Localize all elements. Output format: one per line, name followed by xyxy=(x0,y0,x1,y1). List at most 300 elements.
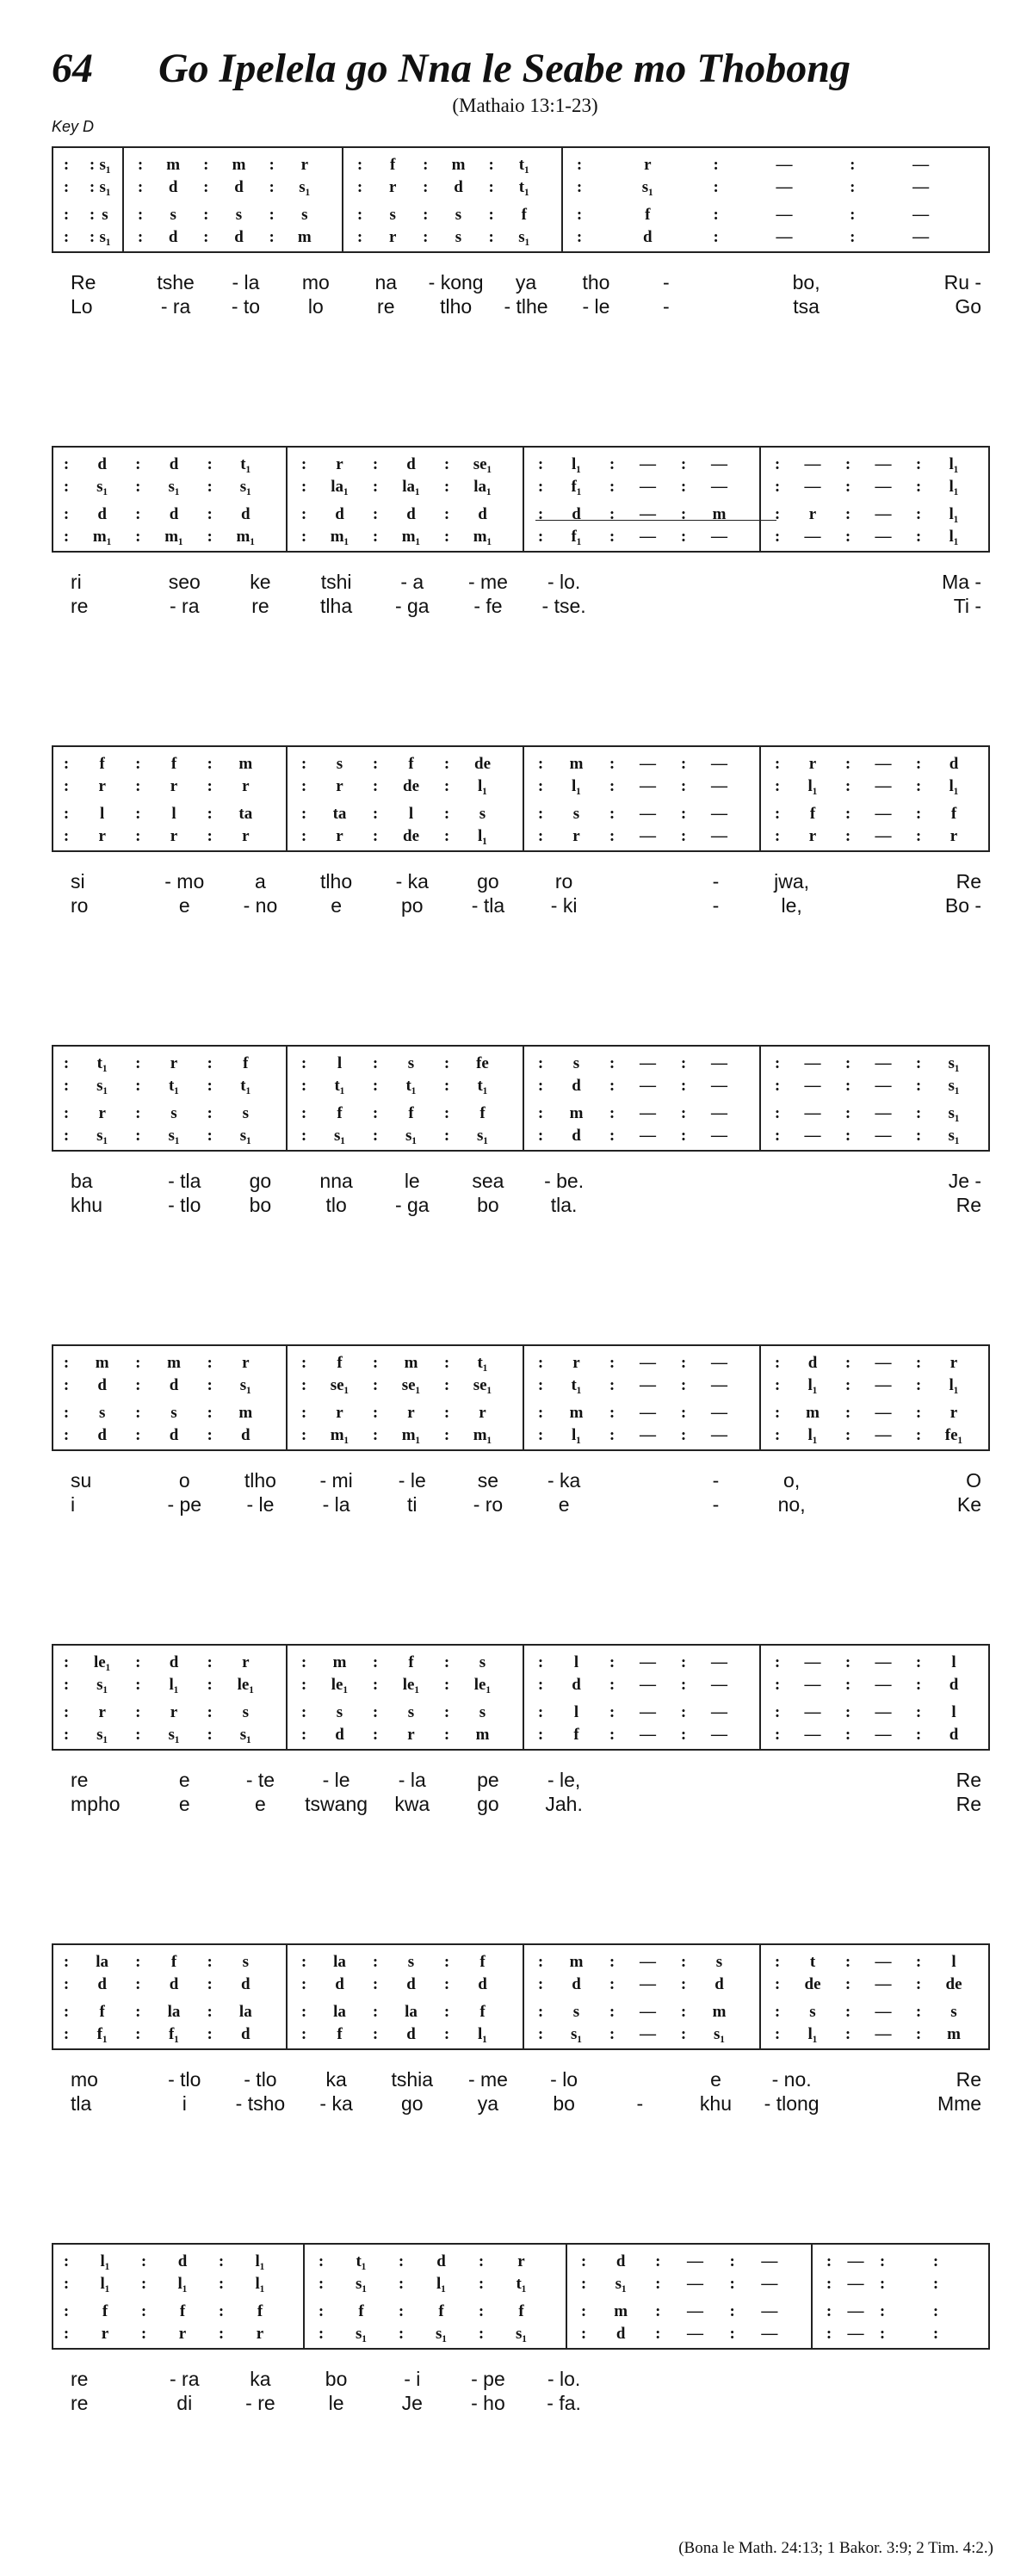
beat-separator: : xyxy=(576,178,583,196)
beat-separator: : xyxy=(680,478,687,496)
sol-fa-note: — xyxy=(640,2025,656,2043)
sol-fa-note: s xyxy=(301,206,308,224)
beat-separator: : xyxy=(372,1354,379,1372)
music-system xyxy=(52,2243,990,2414)
sol-fa-note: s₁ xyxy=(99,156,111,174)
sol-fa-note: s₁ xyxy=(96,478,108,496)
beat-separator: : xyxy=(609,1975,615,1993)
beat-separator: : xyxy=(655,2252,661,2270)
lyric-syllable: go xyxy=(249,1169,272,1192)
lyric-syllable: Mme xyxy=(937,2091,982,2115)
note-measure xyxy=(305,2300,566,2324)
lyric-syllable: jwa, xyxy=(774,869,810,893)
sol-fa-note: de xyxy=(804,1975,821,1993)
beat-separator: : xyxy=(915,2003,922,2021)
lyric-syllable: seo xyxy=(168,570,201,593)
beat-separator: : xyxy=(680,505,687,523)
sol-fa-note: r xyxy=(170,1703,178,1721)
lyric-syllable: Lo xyxy=(71,294,93,318)
note-measure xyxy=(524,1424,759,1448)
note-measure xyxy=(55,475,286,499)
beat-separator: : xyxy=(537,1726,544,1744)
sol-fa-note: la xyxy=(333,2003,346,2021)
sol-fa-note: m xyxy=(95,1354,109,1372)
lyric-syllable: - le, xyxy=(547,1768,581,1791)
note-measure xyxy=(55,1351,286,1375)
sol-fa-note: l xyxy=(573,1653,579,1671)
sol-fa-note: m₁ xyxy=(473,1426,492,1444)
sol-fa-note: f xyxy=(479,2003,486,2021)
beat-separator: : xyxy=(207,1426,213,1444)
sol-fa-note: — xyxy=(875,2025,892,2043)
beat-separator: : xyxy=(372,1054,379,1072)
beat-separator: : xyxy=(372,1676,379,1694)
lyric-syllable: - fa. xyxy=(547,2391,581,2414)
beat-separator: : xyxy=(537,1404,544,1422)
sol-fa-note: — xyxy=(711,478,727,496)
beat-separator: : xyxy=(135,1653,141,1671)
beat-separator: : xyxy=(63,178,70,196)
sol-fa-note: — xyxy=(711,1426,727,1444)
voice-part-row xyxy=(53,802,988,826)
sol-fa-note: — xyxy=(686,2325,703,2343)
lyric-syllable: tshi xyxy=(320,570,352,593)
beat-separator: : xyxy=(89,228,96,246)
beat-separator: : xyxy=(488,178,494,196)
note-measure xyxy=(524,475,759,499)
sol-fa-note: le₁ xyxy=(237,1676,255,1694)
sol-fa-note: d xyxy=(97,455,107,473)
beat-separator: : xyxy=(488,228,494,246)
beat-separator: : xyxy=(609,1376,615,1394)
sol-fa-note: — xyxy=(776,156,793,174)
sol-fa-note: m₁ xyxy=(330,528,349,546)
beat-separator: : xyxy=(203,228,209,246)
note-measure xyxy=(55,203,122,227)
sol-fa-note: la xyxy=(333,1953,346,1971)
beat-separator: : xyxy=(537,755,544,773)
sol-fa-note: l₁ xyxy=(572,777,581,795)
sol-fa-note: — xyxy=(711,1077,727,1095)
note-measure xyxy=(524,1374,759,1398)
sol-fa-note: f xyxy=(479,1953,486,1971)
lyric-syllable: - ra xyxy=(160,294,191,318)
sol-fa-note: de xyxy=(403,827,419,845)
beat-separator: : xyxy=(318,2275,325,2293)
sol-fa-note: — xyxy=(640,805,656,823)
lyric-syllable: ti xyxy=(407,1492,418,1516)
note-measure xyxy=(761,1074,988,1098)
beat-separator: : xyxy=(826,2325,832,2343)
beat-separator: : xyxy=(207,1404,213,1422)
sol-fa-note: — xyxy=(640,2003,656,2021)
lyric-syllable: - xyxy=(712,1468,720,1492)
sol-fa-note: d xyxy=(572,1676,581,1694)
beat-separator: : xyxy=(218,2325,225,2343)
sol-fa-note: ta xyxy=(332,805,347,823)
sol-fa-note: l xyxy=(171,805,176,823)
note-measure xyxy=(761,525,988,549)
sol-fa-note: le₁ xyxy=(93,1653,111,1671)
beat-separator: : xyxy=(135,1953,141,1971)
beat-separator: : xyxy=(207,827,213,845)
sol-fa-note: s₁ xyxy=(515,2325,528,2343)
sol-fa-note: r xyxy=(336,777,343,795)
lyric-line xyxy=(71,1468,981,1492)
sol-fa-note: m xyxy=(569,1104,584,1122)
note-measure xyxy=(524,2000,759,2024)
note-measure xyxy=(55,1950,286,1974)
beat-separator: : xyxy=(135,827,141,845)
beat-separator: : xyxy=(844,505,851,523)
sol-fa-note: t₁ xyxy=(518,156,529,174)
sol-fa-note: — xyxy=(640,827,656,845)
sol-fa-note: r xyxy=(256,2325,264,2343)
beat-separator: : xyxy=(300,805,307,823)
beat-separator: : xyxy=(207,777,213,795)
music-system xyxy=(52,1943,990,2115)
note-measure xyxy=(761,1701,988,1725)
beat-separator: : xyxy=(774,455,781,473)
beat-separator: : xyxy=(844,478,851,496)
sol-fa-note: — xyxy=(711,755,727,773)
note-measure xyxy=(524,1701,759,1725)
sol-fa-note: s₁ xyxy=(96,1077,108,1095)
sol-fa-note: — xyxy=(711,1676,727,1694)
beat-separator: : xyxy=(443,1376,450,1394)
voice-part-row xyxy=(53,503,988,527)
sol-fa-note: d xyxy=(234,178,244,196)
note-measure xyxy=(55,2322,303,2346)
sol-fa-note: d xyxy=(478,1975,487,1993)
sol-fa-note: s₁ xyxy=(99,178,111,196)
beat-separator: : xyxy=(203,156,209,174)
note-measure xyxy=(563,153,988,177)
beat-separator: : xyxy=(478,2252,485,2270)
sol-fa-note: m₁ xyxy=(473,528,492,546)
beat-separator: : xyxy=(774,1054,781,1072)
beat-separator: : xyxy=(423,228,429,246)
sol-fa-note: d xyxy=(168,228,178,246)
note-measure xyxy=(305,2250,566,2274)
voice-part-row xyxy=(53,1973,988,1997)
sol-fa-note: f xyxy=(102,2302,108,2320)
beat-separator: : xyxy=(774,1703,781,1721)
sol-fa-note: m xyxy=(404,1354,418,1372)
beat-separator: : xyxy=(135,1703,141,1721)
beat-separator: : xyxy=(423,178,429,196)
beat-separator: : xyxy=(478,2275,485,2293)
beat-separator: : xyxy=(609,755,615,773)
sol-fa-note: — xyxy=(640,1354,656,1372)
beat-separator: : xyxy=(713,206,719,224)
lyric-syllable: Ru - xyxy=(943,270,982,293)
note-measure xyxy=(288,775,523,799)
beat-separator: : xyxy=(879,2252,886,2270)
lyric-syllable: no, xyxy=(777,1492,806,1516)
sol-fa-note: s₁ xyxy=(96,1676,108,1694)
lyric-syllable: lo xyxy=(307,294,324,318)
staff-box xyxy=(52,1943,990,2050)
beat-separator: : xyxy=(140,2302,147,2320)
note-measure xyxy=(761,1124,988,1148)
beat-separator: : xyxy=(372,1703,379,1721)
sol-fa-note: — xyxy=(875,827,892,845)
note-measure xyxy=(813,2300,988,2324)
beat-separator: : xyxy=(207,1376,213,1394)
beat-separator: : xyxy=(609,1676,615,1694)
sol-fa-note: f xyxy=(408,1653,414,1671)
beat-separator: : xyxy=(844,1953,851,1971)
beat-separator: : xyxy=(844,1054,851,1072)
sol-fa-note: s xyxy=(455,228,462,246)
sol-fa-note: l₁ xyxy=(100,2252,110,2270)
lyric-line xyxy=(71,2067,981,2091)
note-measure xyxy=(55,153,122,177)
beat-separator: : xyxy=(844,777,851,795)
sol-fa-note: s xyxy=(479,805,486,823)
beat-separator: : xyxy=(844,455,851,473)
sol-fa-note: l₁ xyxy=(949,478,959,496)
sol-fa-note: s xyxy=(389,206,396,224)
sol-fa-note: — xyxy=(640,478,656,496)
beat-separator: : xyxy=(140,2252,147,2270)
sol-fa-note: r xyxy=(808,505,817,523)
note-measure xyxy=(761,2000,988,2024)
sol-fa-note: — xyxy=(640,1676,656,1694)
beat-separator: : xyxy=(850,178,856,196)
staff-box xyxy=(52,446,990,553)
note-measure xyxy=(55,2300,303,2324)
sol-fa-note: s₁ xyxy=(299,178,311,196)
lyric-syllable: - lo xyxy=(550,2067,578,2091)
sol-fa-note: — xyxy=(686,2252,703,2270)
sol-fa-note: fe xyxy=(476,1054,489,1072)
lyric-line xyxy=(71,270,981,294)
beat-separator: : xyxy=(443,455,450,473)
sol-fa-note: s₁ xyxy=(476,1127,489,1145)
beat-separator: : xyxy=(207,755,213,773)
note-measure xyxy=(761,775,988,799)
sol-fa-note: — xyxy=(804,1726,821,1744)
beat-separator: : xyxy=(537,1653,544,1671)
beat-separator: : xyxy=(488,206,494,224)
beat-separator: : xyxy=(478,2302,485,2320)
beat-separator: : xyxy=(356,228,363,246)
sol-fa-note: — xyxy=(804,1676,821,1694)
beat-separator: : xyxy=(680,1676,687,1694)
lyric-syllable: ro xyxy=(554,869,573,893)
note-measure xyxy=(288,1673,523,1697)
beat-separator: : xyxy=(580,2302,587,2320)
beat-separator: : xyxy=(207,2025,213,2043)
sol-fa-note: s₁ xyxy=(96,1127,108,1145)
beat-separator: : xyxy=(443,1054,450,1072)
sol-fa-note: — xyxy=(640,1703,656,1721)
sol-fa-note: — xyxy=(875,1953,892,1971)
lyric-syllable: e xyxy=(178,1792,190,1815)
sol-fa-note: s₁ xyxy=(239,478,251,496)
sol-fa-note: f xyxy=(99,755,105,773)
beat-separator: : xyxy=(63,1953,70,1971)
note-measure xyxy=(288,1701,523,1725)
beat-separator: : xyxy=(488,156,494,174)
sol-fa-note: r xyxy=(170,777,178,795)
sol-fa-note: f xyxy=(809,805,816,823)
beat-separator: : xyxy=(609,1953,615,1971)
beat-separator: : xyxy=(774,1376,781,1394)
sol-fa-note: l₁ xyxy=(949,777,959,795)
sol-fa-note: t₁ xyxy=(571,1376,582,1394)
beat-separator: : xyxy=(300,505,307,523)
beat-separator: : xyxy=(915,805,922,823)
voice-part-row xyxy=(53,153,988,177)
sol-fa-note: — xyxy=(847,2325,864,2343)
beat-separator: : xyxy=(537,1426,544,1444)
note-measure xyxy=(761,2023,988,2047)
sol-fa-note: le₁ xyxy=(473,1676,492,1694)
beat-separator: : xyxy=(207,528,213,546)
beat-separator: : xyxy=(135,505,141,523)
note-measure xyxy=(761,1723,988,1747)
beat-separator: : xyxy=(398,2252,405,2270)
sol-fa-note: s xyxy=(102,206,108,224)
beat-separator: : xyxy=(915,1404,922,1422)
sol-fa-note: s₁ xyxy=(355,2275,368,2293)
lyric-syllable: - kong xyxy=(428,270,484,293)
beat-separator: : xyxy=(203,206,209,224)
beat-separator: : xyxy=(300,1404,307,1422)
sol-fa-note: — xyxy=(875,1975,892,1993)
beat-separator: : xyxy=(915,1703,922,1721)
sol-fa-note: — xyxy=(875,1676,892,1694)
sol-fa-note: m xyxy=(297,228,312,246)
sol-fa-note: m xyxy=(569,755,584,773)
sol-fa-note: l xyxy=(408,805,414,823)
beat-separator: : xyxy=(372,1404,379,1422)
sol-fa-note: d xyxy=(949,1726,959,1744)
lyric-syllable: - le xyxy=(398,1468,426,1492)
note-measure xyxy=(567,2322,811,2346)
sol-fa-note: — xyxy=(711,1653,727,1671)
staff-box xyxy=(52,146,990,253)
beat-separator: : xyxy=(609,1354,615,1372)
sol-fa-note: s₁ xyxy=(948,1104,960,1122)
voice-part-row xyxy=(53,203,988,227)
sol-fa-note: — xyxy=(711,1703,727,1721)
note-measure xyxy=(55,225,122,250)
sol-fa-note: s₁ xyxy=(435,2325,448,2343)
beat-separator: : xyxy=(774,777,781,795)
beat-separator: : xyxy=(844,1104,851,1122)
lyric-line xyxy=(71,1792,981,1816)
beat-separator: : xyxy=(135,805,141,823)
beat-separator: : xyxy=(137,178,144,196)
note-measure xyxy=(524,802,759,826)
note-measure xyxy=(813,2272,988,2296)
lyric-syllable: - la xyxy=(232,270,260,293)
beat-separator: : xyxy=(655,2275,661,2293)
sol-fa-note: l₁ xyxy=(949,455,959,473)
lyric-syllable: mo xyxy=(71,2067,98,2091)
beat-separator: : xyxy=(63,1726,70,1744)
sol-fa-note: s xyxy=(235,206,243,224)
beat-separator: : xyxy=(300,2025,307,2043)
beat-separator: : xyxy=(63,156,70,174)
beat-separator: : xyxy=(537,528,544,546)
sol-fa-note: l xyxy=(100,805,105,823)
beat-separator: : xyxy=(915,505,922,523)
beat-separator: : xyxy=(135,1726,141,1744)
sol-fa-note: d xyxy=(615,2325,626,2343)
beat-separator: : xyxy=(207,1676,213,1694)
lyric-line xyxy=(71,594,981,618)
sol-fa-note: r xyxy=(949,1354,958,1372)
beat-separator: : xyxy=(609,1077,615,1095)
lyric-line xyxy=(71,869,981,893)
note-measure xyxy=(55,1074,286,1098)
note-measure xyxy=(124,225,342,250)
beat-separator: : xyxy=(372,805,379,823)
sol-fa-note: l xyxy=(573,1703,579,1721)
beat-separator: : xyxy=(680,1975,687,1993)
beat-separator: : xyxy=(300,1676,307,1694)
beat-separator: : xyxy=(609,1054,615,1072)
beat-separator: : xyxy=(137,206,144,224)
sol-fa-note: s₁ xyxy=(405,1127,418,1145)
beat-separator: : xyxy=(372,1726,379,1744)
sol-fa-note: d xyxy=(169,455,179,473)
lyric-syllable: re xyxy=(71,594,89,617)
sol-fa-note: s xyxy=(98,1404,106,1422)
beat-separator: : xyxy=(915,1426,922,1444)
sol-fa-note: — xyxy=(711,1404,727,1422)
sol-fa-note: r xyxy=(479,1404,486,1422)
beat-separator: : xyxy=(844,1703,851,1721)
lyric-syllable: tshe xyxy=(157,270,195,293)
sol-fa-note: r xyxy=(242,1354,250,1372)
sol-fa-note: s xyxy=(242,1703,250,1721)
sol-fa-note: r xyxy=(98,1104,106,1122)
lyric-syllable: o xyxy=(178,1468,190,1492)
beat-separator: : xyxy=(609,2025,615,2043)
beat-separator: : xyxy=(915,1726,922,1744)
beat-separator: : xyxy=(826,2275,832,2293)
beat-separator: : xyxy=(207,455,213,473)
beat-separator: : xyxy=(915,1354,922,1372)
sol-fa-note: la₁ xyxy=(331,478,349,496)
beat-separator: : xyxy=(423,206,429,224)
lyric-syllable: - tlo xyxy=(168,2067,201,2091)
beat-separator: : xyxy=(680,1054,687,1072)
lyric-syllable: - be. xyxy=(544,1169,585,1192)
sol-fa-note: l₁ xyxy=(255,2275,265,2293)
lyric-syllable: re xyxy=(377,294,395,318)
lyric-syllable: go xyxy=(400,2091,424,2115)
beat-separator: : xyxy=(443,1975,450,1993)
sol-fa-note: s xyxy=(407,1953,415,1971)
beat-separator: : xyxy=(63,528,70,546)
sol-fa-note: m xyxy=(712,505,727,523)
beat-separator: : xyxy=(218,2302,225,2320)
sol-fa-note: s₁ xyxy=(713,2025,726,2043)
beat-separator: : xyxy=(774,1426,781,1444)
voice-part-row xyxy=(53,1673,988,1697)
sol-fa-note: m xyxy=(569,1404,584,1422)
beat-separator: : xyxy=(609,478,615,496)
sol-fa-note: s₁ xyxy=(641,178,653,196)
sol-fa-note: d xyxy=(177,2252,188,2270)
